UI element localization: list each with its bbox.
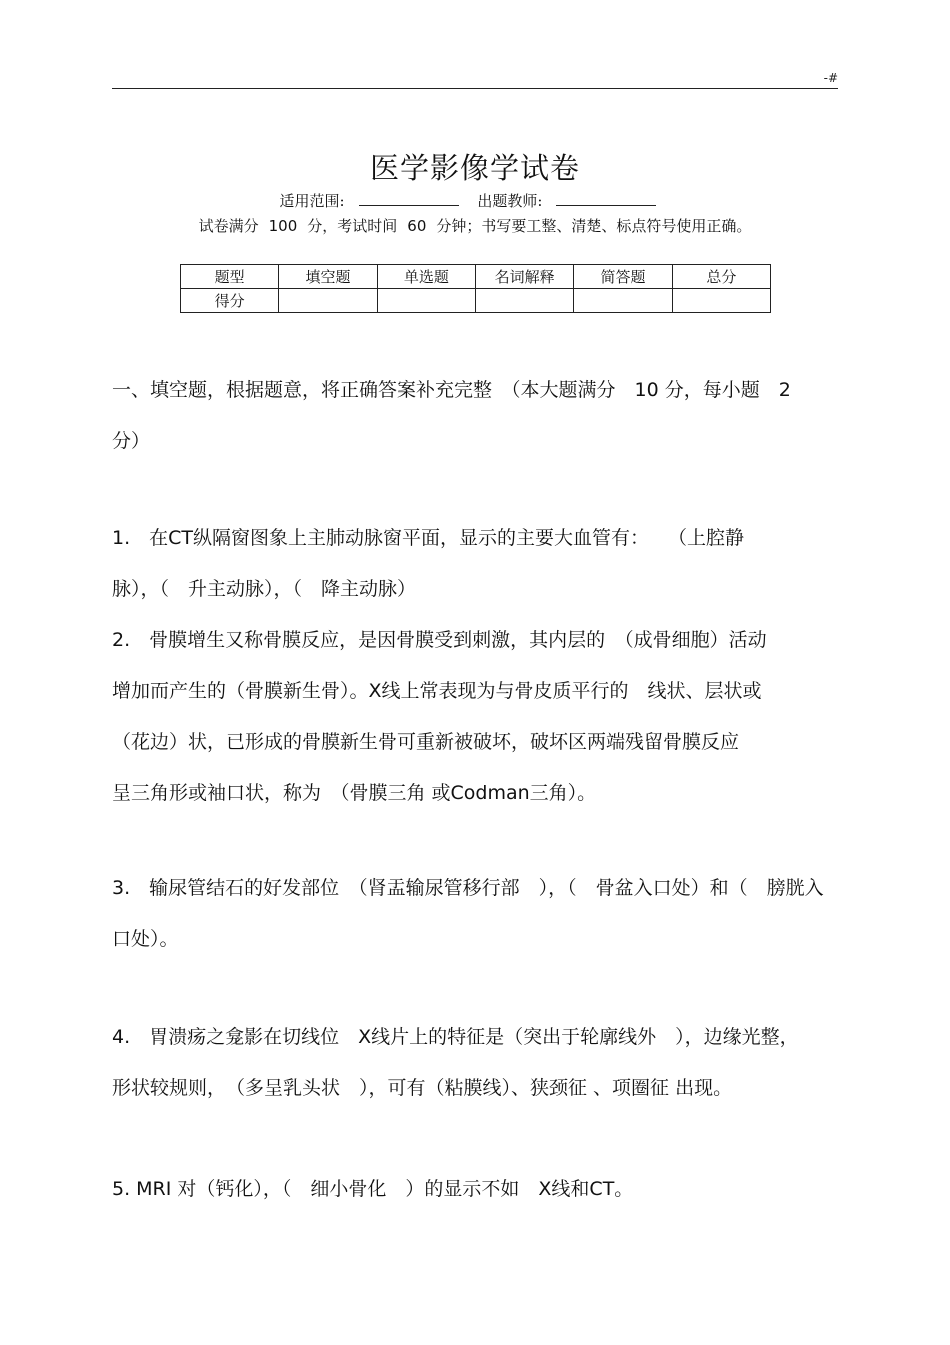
score-table-score-row [181,289,771,313]
score-table-header: 总分 [672,265,770,289]
section-heading-line: 分） [112,430,151,452]
score-table-header: 题型 [181,265,279,289]
question-3 [112,863,840,965]
rules-text-2: 分，考试时间 [307,217,398,235]
question-line: 形状较规则， （多呈乳头状 ），可有（粘膜线）、狭颈征 、项圈征 出现。 [112,1077,733,1099]
rules-text-1: 试卷满分 [198,217,259,235]
question-line: 脉），（ 升主动脉），（ 降主动脉） [112,578,417,600]
rules-text-3: 分钟；书写要工整、清楚、标点符号使用正确。 [436,217,752,235]
scope-blank [359,191,459,206]
score-table-header-row [181,265,771,289]
section-heading [112,365,840,467]
question-line: 5. MRI 对（钙化），（ 细小骨化 ）的显示不如 X线和CT。 [112,1178,634,1200]
score-cell [279,289,377,313]
full-score: 100 [268,217,298,235]
question-line: 1. 在CT纵隔窗图象上主肺动脉窗平面，显示的主要大血管有： （上腔静 [112,527,745,549]
score-cell [574,289,672,313]
score-cell [475,289,573,313]
question-line: 口处）。 [112,928,179,950]
question-line: 增加而产生的（骨膜新生骨）。X线上常表现为与骨皮质平行的 线状、层状或 [112,680,762,702]
exam-meta [0,190,950,211]
score-cell [672,289,770,313]
score-table-header: 简答题 [574,265,672,289]
header-rule [112,88,838,89]
question-4 [112,1012,840,1114]
score-table-header: 名词解释 [475,265,573,289]
score-row-label: 得分 [181,289,279,313]
question-1-2 [112,513,840,819]
question-line: （花边）状，已形成的骨膜新生骨可重新被破坏，破坏区两端残留骨膜反应 [112,731,740,753]
page-marker: -# [823,71,838,85]
score-cell [377,289,475,313]
score-table-header: 单选题 [377,265,475,289]
score-table-header: 填空题 [279,265,377,289]
exam-title: 医学影像学试卷 [369,151,580,185]
section-heading-line: 一、填空题，根据题意，将正确答案补充完整 （本大题满分 10 分，每小题 2 [112,379,791,401]
scope-label: 适用范围: [279,192,345,210]
exam-rules [0,215,950,236]
teacher-blank [556,191,656,206]
exam-time: 60 [407,217,427,235]
teacher-label: 出题教师: [477,192,543,210]
question-line: 2. 骨膜增生又称骨膜反应，是因骨膜受到刺激，其内层的 （成骨细胞）活动 [112,629,767,651]
score-table [180,264,771,313]
question-5 [112,1164,840,1215]
question-line: 呈三角形或袖口状，称为 （骨膜三角 或Codman三角）。 [112,782,597,804]
question-line: 4. 胃溃疡之龛影在切线位 X线片上的特征是（突出于轮廓线外 ），边缘光整， [112,1026,799,1048]
question-line: 3. 输尿管结石的好发部位 （肾盂输尿管移行部 ），（ 骨盆入口处）和（ 膀胱入 [112,877,824,899]
